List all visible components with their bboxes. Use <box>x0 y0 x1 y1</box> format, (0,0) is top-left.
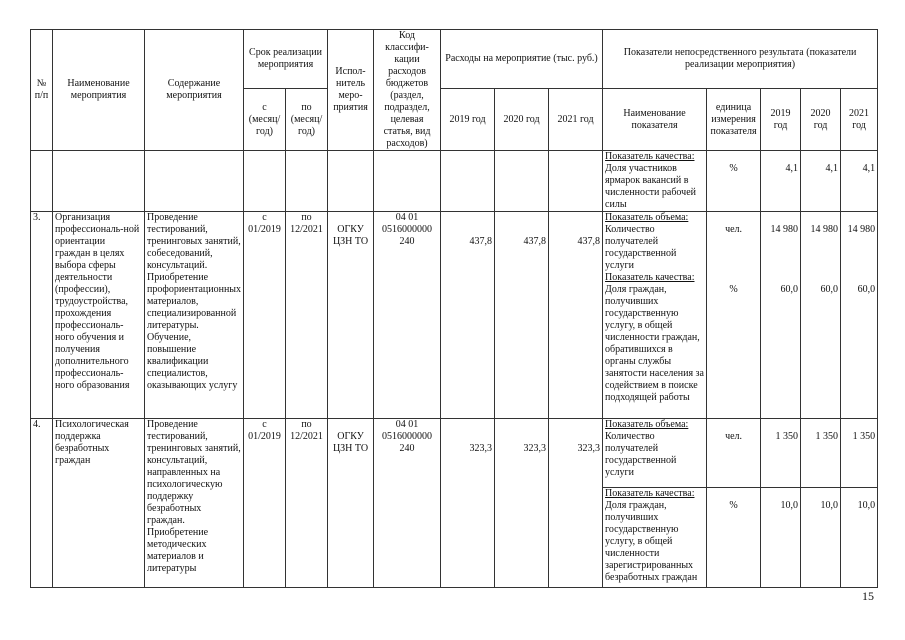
header-row-1 <box>31 30 878 89</box>
term-to: по 12/2021 <box>286 212 328 419</box>
budget-code: 04 01 0516000000 240 <box>374 212 441 419</box>
header-indicator-2019: 2019 год <box>761 89 801 151</box>
indicator-text: Доля граждан, получивших государственную услугу, в общей численности зарегистрированных безработных граждан <box>605 500 698 583</box>
executor: ОГКУ ЦЗН ТО <box>328 419 374 588</box>
indicator-value: 10,0 <box>801 488 841 588</box>
row-number: 3. <box>31 212 53 419</box>
header-term-from: с (месяц/ год) <box>244 89 286 151</box>
measures-table <box>30 29 878 588</box>
budget-code: 04 01 0516000000 240 <box>374 419 441 588</box>
indicator-label: Показатель качества: <box>605 488 695 499</box>
indicator-2020-cell <box>801 212 841 419</box>
expense-2019: 323,3 <box>441 419 495 588</box>
header-expense-2020: 2020 год <box>495 89 549 151</box>
indicator-cell <box>603 151 707 212</box>
header-indicators: Показатели непосредственного результата (показатели реализации мероприятия) <box>603 30 878 89</box>
indicator-value: 1 350 <box>841 419 878 488</box>
measure-content: Проведение тестирований, тренинговых занятий, консультаций, направленных на психологическую поддержку безработных граждан. Приобретение методических материалов и литературы <box>145 419 244 588</box>
indicator-unit: чел. <box>707 419 761 488</box>
expense-2021: 437,8 <box>549 212 603 419</box>
indicator-2021: 4,1 <box>841 151 878 212</box>
indicator-2019-cell <box>761 212 801 419</box>
header-expenses: Расходы на мероприятие (тыс. руб.) <box>441 30 603 89</box>
term-from: с 01/2019 <box>244 419 286 588</box>
indicator-2019: 4,1 <box>761 151 801 212</box>
table-row <box>31 151 878 212</box>
indicator-unit: % <box>729 284 738 295</box>
indicator-label: Показатель качества: <box>605 272 695 283</box>
header-executor: Испол-нитель меро-приятия <box>328 30 374 151</box>
indicator-value: 14 980 <box>810 224 839 235</box>
expense-2019: 437,8 <box>441 212 495 419</box>
indicator-value: 60,0 <box>857 284 876 295</box>
indicator-value: 1 350 <box>761 419 801 488</box>
indicator-cell <box>603 212 707 419</box>
header-term-to: по (месяц/ год) <box>286 89 328 151</box>
indicator-unit: % <box>707 151 761 212</box>
indicator-label: Показатель объема: <box>605 419 689 430</box>
indicator-cell <box>603 419 707 488</box>
indicator-unit-cell <box>707 212 761 419</box>
header-indicator-2021: 2021 год <box>841 89 878 151</box>
header-unit: единица измерения показателя <box>707 89 761 151</box>
indicator-text: Доля граждан, получивших государственную услугу, в общей численности граждан, обратившихся в органы службы занятости населения за содействием в поиске подходящей работы <box>605 284 704 403</box>
measure-content: Проведение тестирований, тренинговых занятий, собеседований, консультаций. Приобретение профориентационных материалов, специализированной литературы. Обучение, повышение квалификации специалистов, оказывающих услугу <box>145 212 244 419</box>
indicator-value: 1 350 <box>801 419 841 488</box>
row-number: 4. <box>31 419 53 588</box>
indicator-label: Показатель качества: <box>605 151 695 162</box>
indicator-text: Доля участников ярмарок вакансий в численности рабочей силы <box>605 163 696 210</box>
indicator-value: 14 980 <box>770 224 799 235</box>
page-number: 15 <box>862 589 874 603</box>
expense-2020: 437,8 <box>495 212 549 419</box>
header-indicator-name: Наименование показателя <box>603 89 707 151</box>
executor: ОГКУ ЦЗН ТО <box>328 212 374 419</box>
table-row <box>31 212 878 419</box>
indicator-cell <box>603 488 707 588</box>
indicator-unit: чел. <box>725 224 743 235</box>
header-name: Наименование мероприятия <box>53 30 145 151</box>
header-indicator-2020: 2020 год <box>801 89 841 151</box>
header-code: Код классифи-кации расходов бюджетов (раздел, подраздел, целевая статья, вид расходов) <box>374 30 441 151</box>
expense-2020: 323,3 <box>495 419 549 588</box>
header-num: № п/п <box>31 30 53 151</box>
indicator-text: Количество получателей государственной услуги <box>605 224 677 271</box>
header-term: Срок реализации мероприятия <box>244 30 328 89</box>
indicator-value: 60,0 <box>780 284 799 295</box>
measure-name: Организация профессиональ-ной ориентации граждан в целях выбора сферы деятельности (профессии), трудоустройства, прохождения профессиональ-ного обучения и получения дополнительного профессиональ-ного образования <box>53 212 145 419</box>
header-expense-2019: 2019 год <box>441 89 495 151</box>
indicator-unit: % <box>707 488 761 588</box>
expense-2021: 323,3 <box>549 419 603 588</box>
table-row <box>31 419 878 488</box>
indicator-value: 10,0 <box>761 488 801 588</box>
indicator-2020: 4,1 <box>801 151 841 212</box>
indicator-value: 10,0 <box>841 488 878 588</box>
header-expense-2021: 2021 год <box>549 89 603 151</box>
indicator-label: Показатель объема: <box>605 212 689 223</box>
indicator-2021-cell <box>841 212 878 419</box>
indicator-value: 14 980 <box>847 224 876 235</box>
term-from: с 01/2019 <box>244 212 286 419</box>
measure-name: Психологическая поддержка безработных граждан <box>53 419 145 588</box>
header-content: Содержание мероприятия <box>145 30 244 151</box>
indicator-value: 60,0 <box>820 284 839 295</box>
term-to: по 12/2021 <box>286 419 328 588</box>
indicator-text: Количество получателей государственной услуги <box>605 431 677 478</box>
